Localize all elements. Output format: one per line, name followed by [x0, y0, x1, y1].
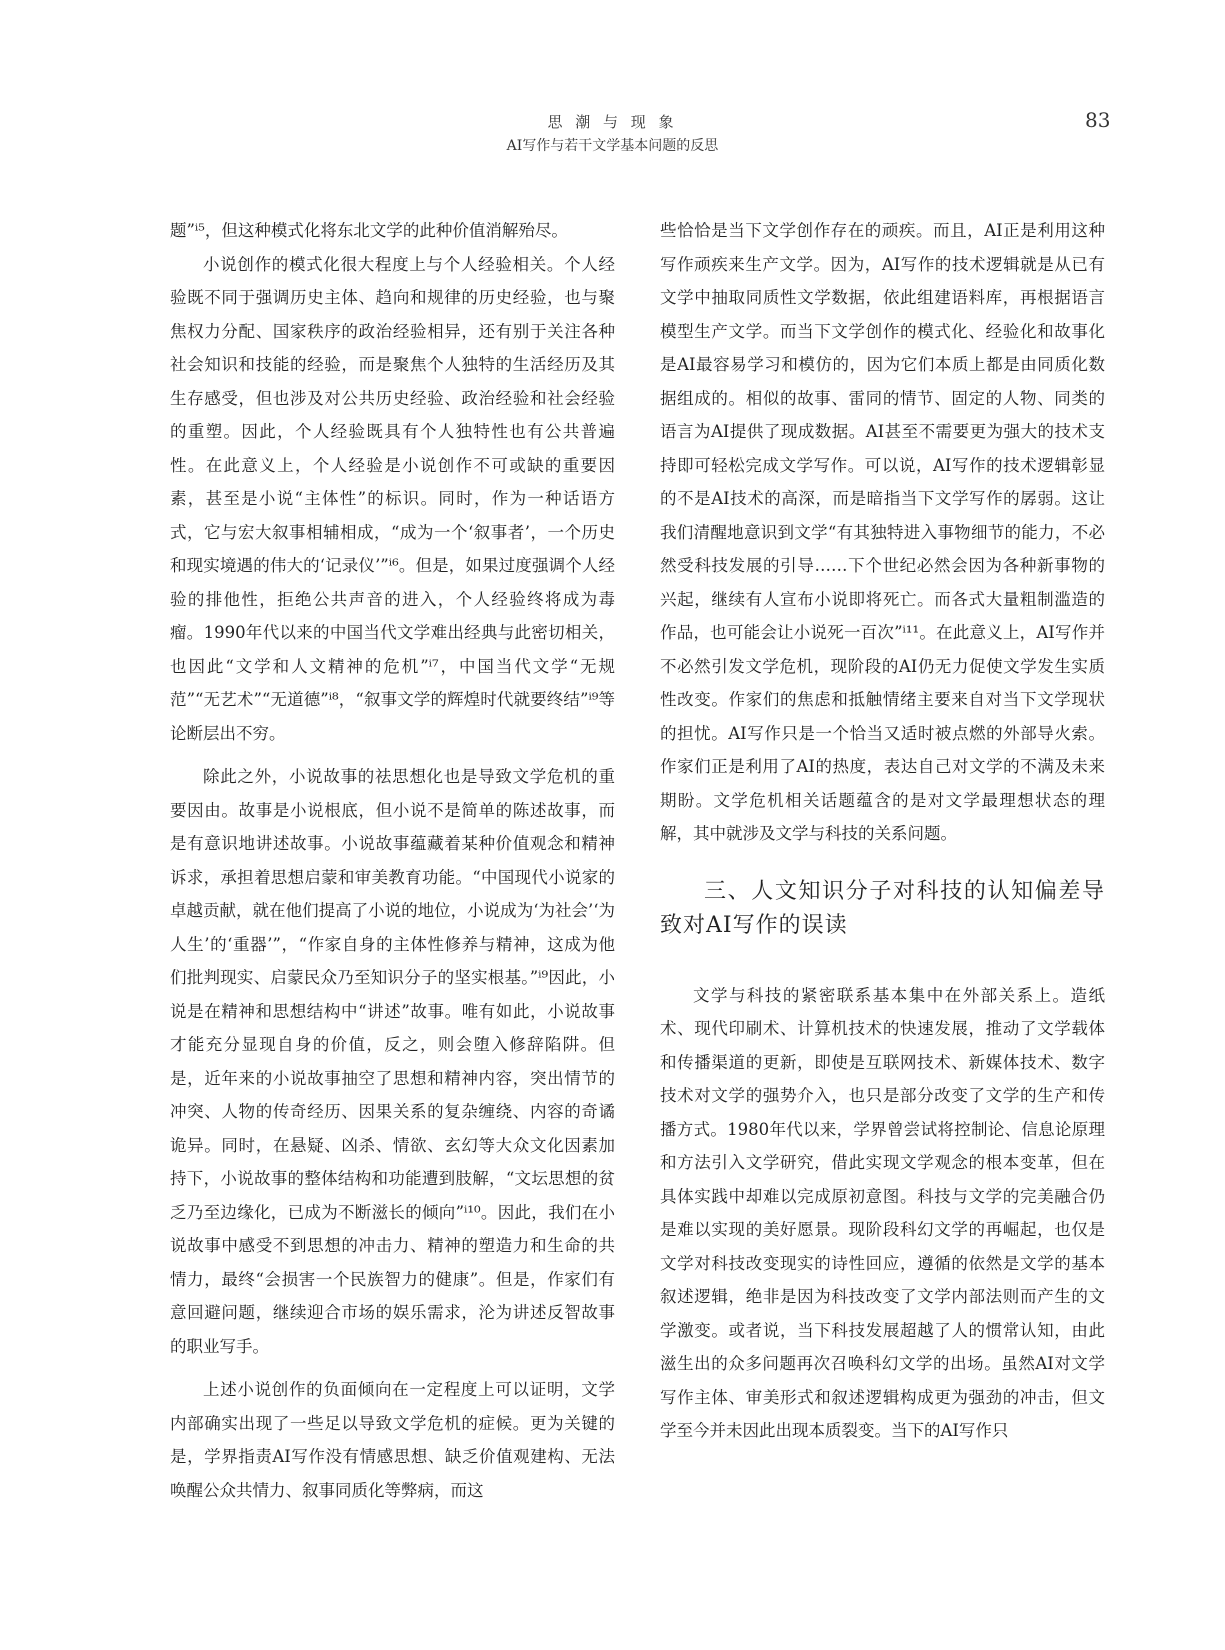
article-title: AI写作与若干文学基本问题的反思 [506, 138, 719, 154]
paragraph: 除此之外，小说故事的祛思想化也是导致文学危机的重要因由。故事是小说根底，但小说不是简单的陈述故事，而是有意识地讲述故事。小说故事蕴藏着某种价值观念和精神诉求，承担着思想启蒙和审美教育功能。“中国现代小说家的卓越贡献，就在他们提高了小说的地位，小说成为‘为社会’‘为人生’的‘重器’”，“作家自身的主体性修养与精神，这成为他们批判现实、启蒙民众乃至知识分子的坚实根基。”ⁱ⁹因此，小说是在精神和思想结构中“讲述”故事。唯有如此，小说故事才能充分显现自身的价值，反之，则会堕入修辞陷阱。但是，近年来的小说故事抽空了思想和精神内容，突出情节的冲突、人物的传奇经历、因果关系的复杂缠绕、内容的奇谲诡异。同时，在悬疑、凶杀、情欲、玄幻等大众文化因素加持下，小说故事的整体结构和功能遭到肢解，“文坛思想的贫乏乃至边缘化，已成为不断滋长的倾向”ⁱ¹⁰。因此，我们在小说故事中感受不到思想的冲击力、精神的塑造力和生命的共情力，最终“会损害一个民族智力的健康”。但是，作家们有意回避问题，继续迎合市场的娱乐需求，沦为讲述反智故事的职业写手。 [170, 767, 615, 1356]
paragraph: 题”ⁱ⁵，但这种模式化将东北文学的此种价值消解殆尽。 [170, 221, 568, 240]
running-header [0, 112, 1225, 156]
right-column [660, 214, 1105, 1448]
section-title: 思 潮 与 现 象 [547, 113, 678, 131]
paragraph: 上述小说创作的负面倾向在一定程度上可以证明，文学内部确实出现了一些足以导致文学危机的症候。更为关键的是，学界指责AI写作没有情感思想、缺乏价值观建构、无法唤醒公众共情力、叙事同质化等弊病，而这 [170, 1380, 615, 1500]
left-column [170, 214, 615, 1507]
paragraph: 小说创作的模式化很大程度上与个人经验相关。个人经验既不同于强调历史主体、趋向和规律的历史经验，也与聚焦权力分配、国家秩序的政治经验相异，还有别于关注各种社会知识和技能的经验，而是聚焦个人独特的生活经历及其生存感受，但也涉及对公共历史经验、政治经验和社会经验的重塑。因此，个人经验既具有个人独特性也有公共普遍性。在此意义上，个人经验是小说创作不可或缺的重要因素，甚至是小说“主体性”的标识。同时，作为一种话语方式，它与宏大叙事相辅相成，“成为一个‘叙事者’，一个历史和现实境遇的伟大的‘记录仪’”ⁱ⁶。但是，如果过度强调个人经验的排他性，拒绝公共声音的进入，个人经验终将成为毒瘤。1990年代以来的中国当代文学难出经典与此密切相关，也因此“文学和人文精神的危机”ⁱ⁷，中国当代文学“无规范”“无艺术”“无道德”ⁱ⁸，“叙事文学的辉煌时代就要终结”ⁱ⁹等论断层出不穷。 [170, 254, 615, 743]
page-number: 83 [1085, 108, 1111, 132]
section-heading: 三、人文知识分子对科技的认知偏差导致对AI写作的误读 [660, 878, 1105, 938]
paragraph: 文学与科技的紧密联系基本集中在外部关系上。造纸术、现代印刷术、计算机技术的快速发展，推动了文学载体和传播渠道的更新，即使是互联网技术、新媒体技术、数字技术对文学的强势介入，也只是部分改变了文学的生产和传播方式。1980年代以来，学界曾尝试将控制论、信息论原理和方法引入文学研究，借此实现文学观念的根本变革，但在具体实践中却难以完成原初意图。科技与文学的完美融合仍是难以实现的美好愿景。现阶段科幻文学的再崛起，也仅是文学对科技改变现实的诗性回应，遵循的依然是文学的基本叙述逻辑，绝非是因为科技改变了文学内部法则而产生的文学激变。或者说，当下科技发展超越了人的惯常认知，由此滋生出的众多问题再次召唤科幻文学的出场。虽然AI对文学写作主体、审美形式和叙述逻辑构成更为强劲的冲击，但文学至今并未因此出现本质裂变。当下的AI写作只 [660, 985, 1105, 1440]
paragraph: 些恰恰是当下文学创作存在的顽疾。而且，AI正是利用这种写作顽疾来生产文学。因为，AI写作的技术逻辑就是从已有文学中抽取同质性文学数据，依此组建语料库，再根据语言模型生产文学。而当下文学创作的模式化、经验化和故事化是AI最容易学习和模仿的，因为它们本质上都是由同质化数据组成的。相似的故事、雷同的情节、固定的人物、同类的语言为AI提供了现成数据。AI甚至不需要更为强大的技术支持即可轻松完成文学写作。可以说，AI写作的技术逻辑彰显的不是AI技术的高深，而是暗指当下文学写作的孱弱。这让我们清醒地意识到文学“有其独特进入事物细节的能力，不必然受科技发展的引导……下个世纪必然会因为各种新事物的兴起，继续有人宣布小说即将死亡。而各式大量粗制滥造的作品，也可能会让小说死一百次”ⁱ¹¹。在此意义上，AI写作并不必然引发文学危机，现阶段的AI仍无力促使文学发生实质性改变。作家们的焦虑和抵触情绪主要来自对当下文学现状的担忧。AI写作只是一个恰当又适时被点燃的外部导火索。作家们正是利用了AI的热度，表达自己对文学的不满及未来期盼。文学危机相关话题蕴含的是对文学最理想状态的理解，其中就涉及文学与科技的关系问题。 [660, 221, 1105, 843]
